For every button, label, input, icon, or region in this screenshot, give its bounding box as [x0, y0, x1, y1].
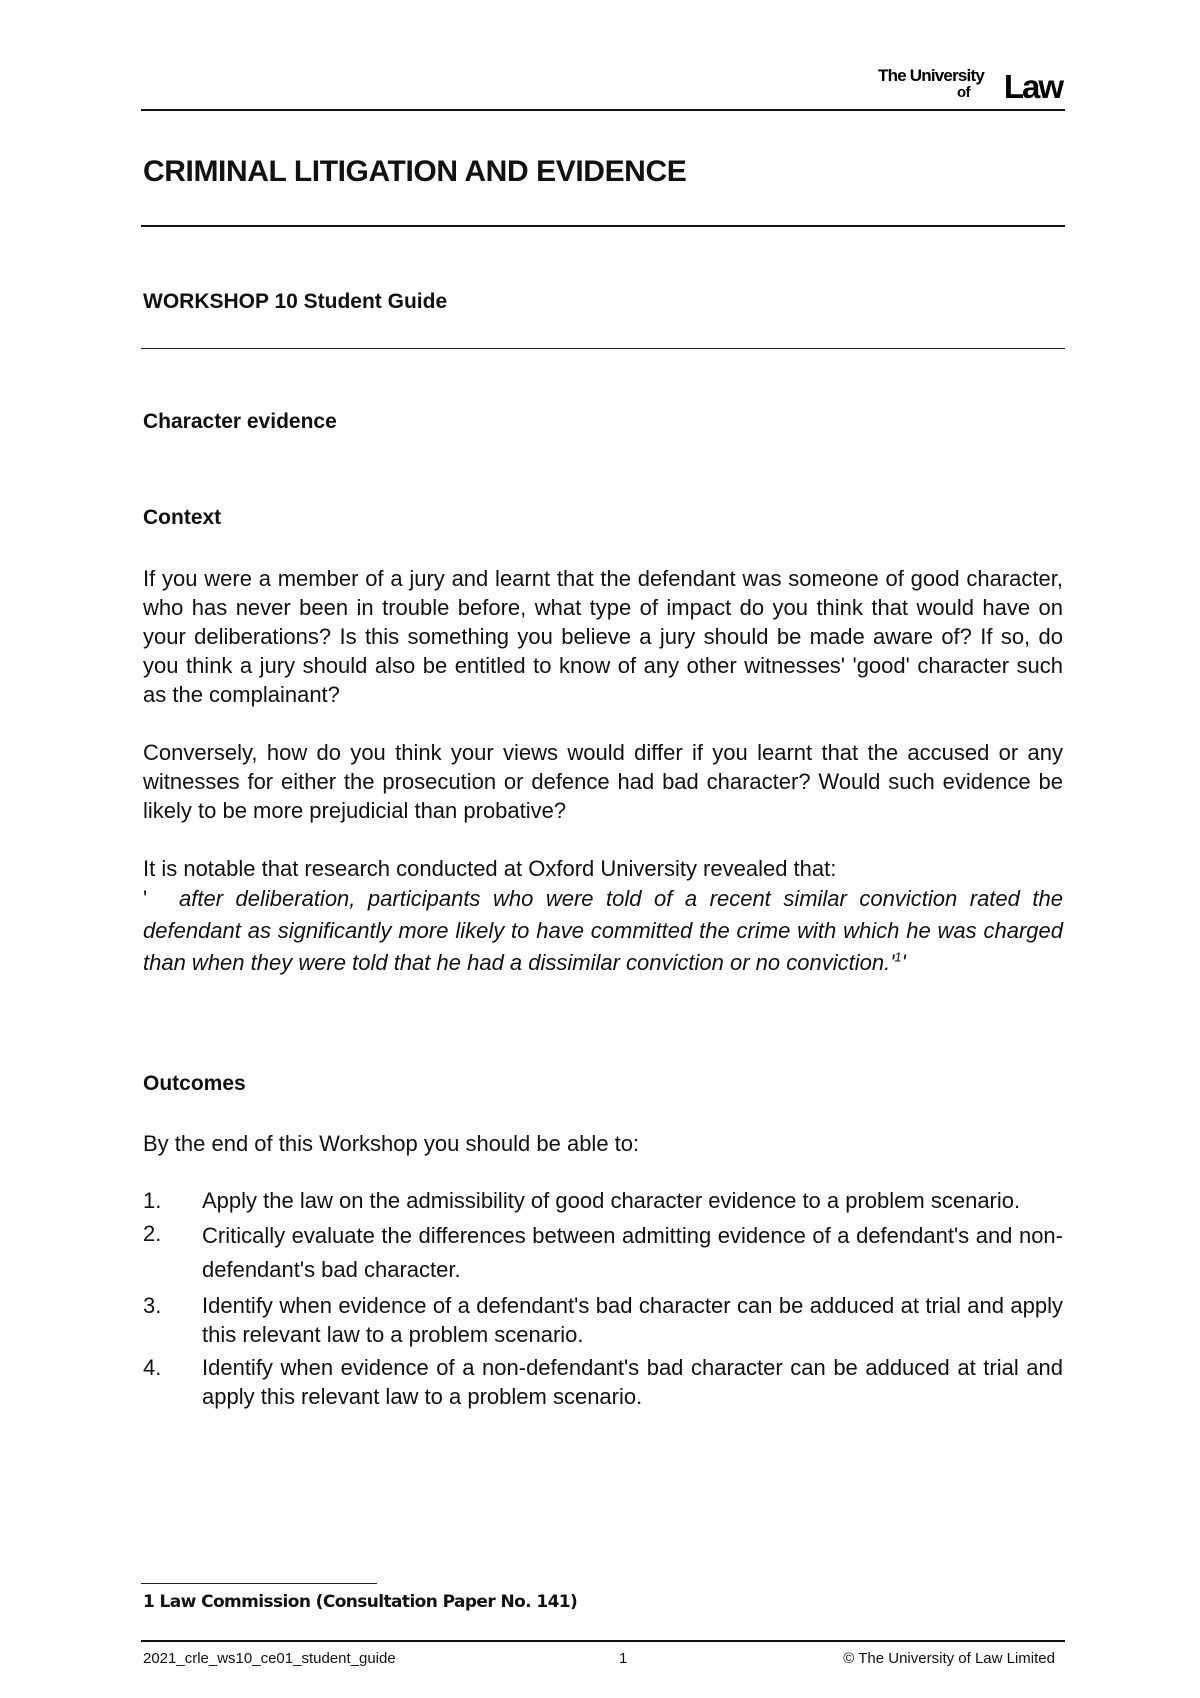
outcomes-heading: Outcomes: [143, 1072, 246, 1095]
list-item-text: Critically evaluate the differences between admitting evidence of a defendant's and non-defendant's bad character.: [202, 1223, 1063, 1282]
section-heading: Character evidence: [143, 410, 337, 433]
outcomes-list: [143, 1186, 1063, 1411]
list-item: [143, 1186, 1063, 1215]
list-item: [143, 1291, 1063, 1349]
title-divider: [141, 225, 1065, 227]
context-paragraph-1: If you were a member of a jury and learnt that the defendant was someone of good character, who has never been in trouble before, what type of impact do you think that would have on your deliberations? Is this something you believe a jury should be made aware of? If so, do you think a jury should also be entitled to know of any other witnesses' 'good' character such as the complainant?: [143, 566, 1063, 707]
research-quote: [143, 883, 1063, 979]
logo-line-3: Law: [1003, 68, 1062, 105]
quote-close-mark: ': [901, 950, 906, 975]
quote-open-mark: ': [143, 886, 148, 911]
context-heading: Context: [143, 506, 222, 529]
footer-page-number: 1: [619, 1650, 628, 1667]
list-item-text: Identify when evidence of a non-defendant's bad character can be adduced at trial and apply this relevant law to a problem scenario.: [202, 1355, 1063, 1409]
list-item-number: 3.: [143, 1293, 162, 1318]
quote-text: after deliberation, participants who were told of a recent similar conviction rated the defendant as significantly more likely to have committed the crime with which he was charged than when they were told that he had a dissimilar conviction or no conviction.': [143, 886, 1063, 975]
footnote-divider: [141, 1583, 377, 1584]
list-item: [143, 1219, 1063, 1287]
list-item-text: Identify when evidence of a defendant's bad character can be adduced at trial and apply this relevant law to a problem scenario.: [202, 1293, 1063, 1347]
university-logo: [852, 64, 1062, 104]
logo-line-2: of: [957, 84, 970, 101]
list-item-number: 1.: [143, 1188, 162, 1213]
footer-filename: 2021_crle_ws10_ce01_student_guide: [143, 1650, 396, 1667]
footnote-reference[interactable]: 1: [894, 949, 902, 965]
document-title: CRIMINAL LITIGATION AND EVIDENCE: [143, 155, 687, 188]
list-item-number: 4.: [143, 1355, 162, 1380]
subtitle-divider: [141, 348, 1065, 349]
outcomes-intro: By the end of this Workshop you should be able to:: [143, 1131, 640, 1156]
footer-copyright: © The University of Law Limited: [843, 1650, 1055, 1667]
context-paragraph-3: It is notable that research conducted at Oxford University revealed that:: [143, 856, 837, 881]
main-content: [143, 407, 1063, 1415]
list-item-number: 2.: [143, 1221, 162, 1246]
list-item-text: Apply the law on the admissibility of good character evidence to a problem scenario.: [202, 1188, 1021, 1213]
logo-line-1: The University: [878, 66, 984, 85]
context-paragraph-2: Conversely, how do you think your views would differ if you learnt that the accused or any witnesses for either the prosecution or defence had bad character? Would such evidence be likely to be more prejudicial than probative?: [143, 740, 1063, 823]
list-item: [143, 1353, 1063, 1411]
footnote-text: 1 Law Commission (Consultation Paper No. 141): [143, 1592, 578, 1612]
footer-divider: [141, 1640, 1065, 1642]
header-divider: [141, 109, 1065, 111]
document-subtitle: WORKSHOP 10 Student Guide: [143, 290, 448, 313]
